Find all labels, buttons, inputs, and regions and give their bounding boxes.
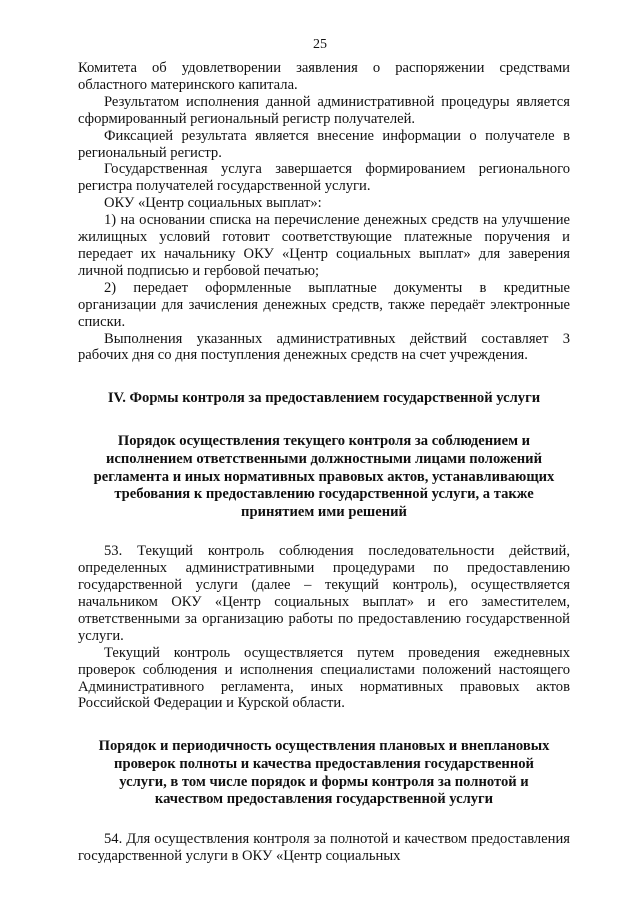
list-item: 2) передает оформленные выплатные документы в кредитные организации для зачисления денежных средств, также передаёт электронные списки. [78, 279, 570, 330]
paragraph: 54. Для осуществления контроля за полнотой и качеством предоставления государственной услуги в ОКУ «Центр социальных [78, 830, 570, 864]
list-item: 1) на основании списка на перечисление денежных средств на улучшение жилищных условий готовит соответствующие платежные поручения и передает их начальнику ОКУ «Центр социальных выплат» для заверения личной подписью и гербовой печатью; [78, 212, 570, 279]
paragraph: 53. Текущий контроль соблюдения последовательности действий, определенных административными процедурами по предоставлению государственной услуги (далее – текущий контроль), осуществляется начальником ОКУ «Центр социальных выплат» и его заместителем, ответственными за организацию работы по предоставлению государственной услуги. [78, 543, 570, 644]
subsection-title: Порядок и периодичность осуществления плановых и внеплановых проверок полноты и качества предоставления государственной услуги, в том числе порядок и формы контроля за полнотой и качеством предоставления государственной услуги [98, 738, 550, 808]
paragraph: ОКУ «Центр социальных выплат»: [104, 195, 322, 212]
paragraph: Результатом исполнения данной административной процедуры является сформированный региональный регистр получателей. [78, 93, 570, 127]
page-number: 25 [313, 37, 327, 52]
paragraph: Текущий контроль осуществляется путем проведения ежедневных проверок соблюдения и исполнения специалистами положений настоящего Административного регламента, иных нормативных правовых актов Российской Федерации и Курской области. [78, 644, 570, 712]
paragraph: Выполнения указанных административных действий составляет 3 рабочих дня со дня поступления денежных средств на счет учреждения. [78, 330, 570, 364]
paragraph: Фиксацией результата является внесение информации о получателе в региональный регистр. [78, 127, 570, 161]
paragraph: Комитета об удовлетворении заявления о распоряжении средствами областного материнского капитала. [78, 60, 570, 93]
subsection-title: Порядок осуществления текущего контроля за соблюдением и исполнением ответственными должностными лицами положений регламента и иных нормативных правовых актов, устанавливающих требования к предоставлению государственной услуги, а также принятием ими решений [93, 433, 555, 520]
section-title: IV. Формы контроля за предоставлением государственной услуги [107, 390, 541, 407]
paragraph: Государственная услуга завершается формированием регионального регистра получателей государственной услуги. [78, 161, 570, 195]
document-body [78, 60, 570, 865]
